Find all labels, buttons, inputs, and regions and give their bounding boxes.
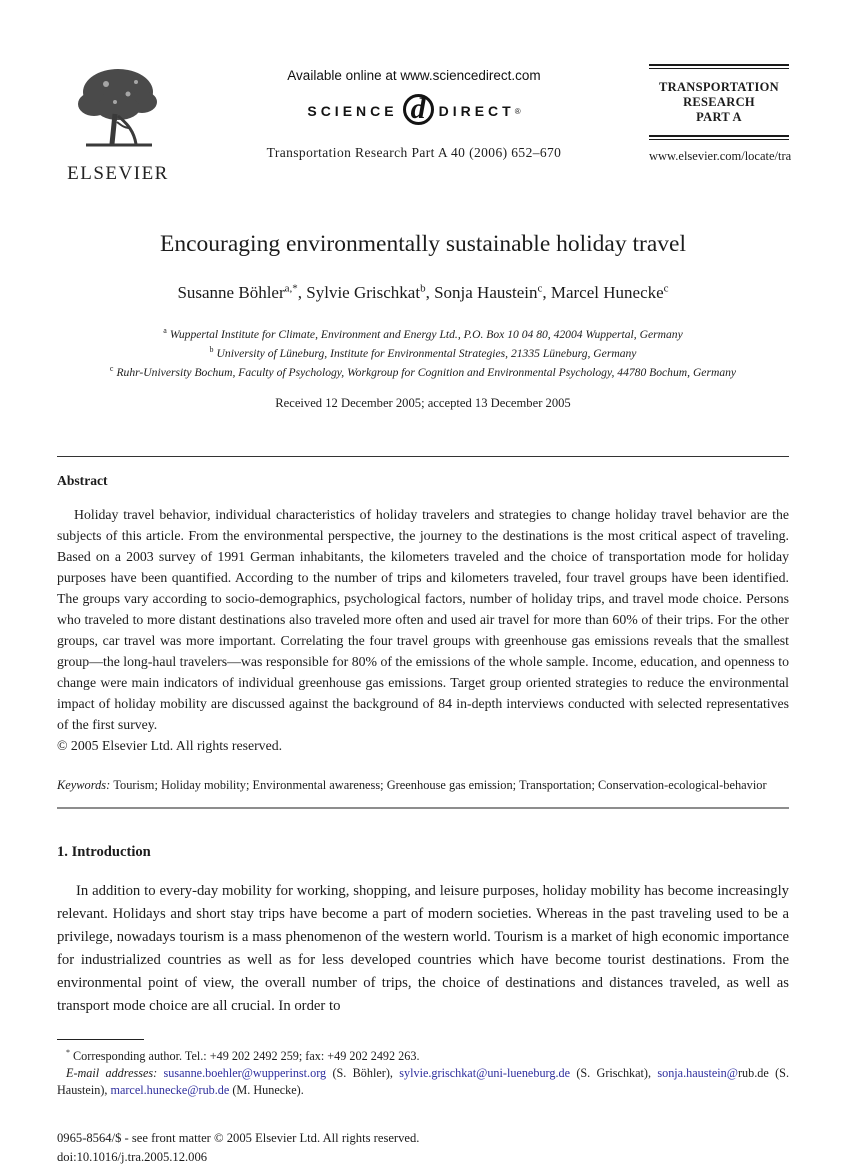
page-title: Encouraging environmentally sustainable holiday travel [160,231,686,257]
author-name: Marcel Hunecke$^c$ [550,282,669,302]
elsevier-wordmark: ELSEVIER [67,163,169,184]
issn-line: 0965-8564/$ - see front matter © 2005 Elsevier Ltd. All rights reserved. [57,1130,420,1145]
email-link[interactable]: sonja.haustein@ [657,1065,738,1080]
email-label: E-mail addresses: [66,1065,164,1080]
email-addresses-note: E-mail addresses: susanne.boehler@wupperinst.org (S. Böhler), sylvie.grischkat@uni-lueneburg.de (S. Grischkat), sonja.haustein@rub.de (S. Haustein), marcel.hunecke@rub.de (M. Hunecke). [57,1065,789,1097]
keywords-line [57,777,789,794]
introduction-heading: 1. Introduction [57,843,151,860]
registered-mark-icon: ® [514,106,521,116]
journal-citation: Transportation Research Part A 40 (2006) 652–670 [266,145,562,160]
keywords-label: Keywords: [57,777,114,792]
imprint-block [57,1129,789,1167]
email-link[interactable]: susanne.boehler@wupperinst.org [163,1065,327,1080]
authors-line [57,282,789,303]
journal-box-line1: TRANSPORTATION [659,80,779,94]
affiliations [57,323,789,381]
sciencedirect-logo[interactable] [179,91,649,131]
footnote-marker: * [66,1047,70,1057]
elsevier-tree-logo-icon [68,143,168,160]
journal-box-top-rule [649,64,789,69]
journal-box-line2: RESEARCH [683,95,755,109]
footnote-rule [57,1039,144,1040]
journal-box-title [649,80,789,125]
corresponding-author-note: * Corresponding author. Tel.: +49 202 2492 259; fax: +49 202 2492 263. [66,1047,420,1063]
sciencedirect-d-icon: d [403,94,434,125]
journal-box [649,64,792,164]
abstract-top-rule [57,456,789,457]
author-name: Sylvie Grischkat$^b$, [306,282,435,302]
available-online-link[interactable]: Available online at www.sciencedirect.com [287,68,541,83]
introduction-paragraph: In addition to every-day mobility for working, shopping, and leisure purposes, holiday mobility has become increasingly relevant. Holidays and short stay trips have become a part of modern societies. Whereas in the past traveling used to be a privilege, nowadays tourism is a mass phenomenon of the western world. Tourism is a market of high economic importance for industrialized countries as well as for less developed countries which have become tourist destinations. From the environmental point of view, the overall number of trips, the choice of destinations and distances traveled, as well as transport mode choice are all crucial. In order to [57,882,789,1014]
page-header [57,64,792,185]
abstract-text: Holiday travel behavior, individual characteristics of holiday travelers and strategies to change holiday travel behavior are the subjects of this article. From the environmental perspective, the journey to the destinations is the most critical aspect of traveling. Based on a 2003 survey of 1991 German inhabitants, the kilometers traveled and the choice of transportation mode for holiday purposes have been quantified. According to the number of trips and kilometers traveled, four travel groups have been identified. The groups vary according to socio-demographics, psychological factors, number of holiday trips, and travel mode choice. Persons who traveled to more distant destinations also traveled more often and used air travel for more than 60% of their trips. For the other groups, car travel was more important. Correlating the four travel groups with greenhouse gas emissions reveals that the smallest group—the long-haul travelers—was responsible for 80% of the emissions of the whole sample. Income, education, and openness to change were main indicators of individual greenhouse gas emissions. Target group oriented strategies to reduce the environmental impact of holiday mobility are discussed against the background of 84 in-depth interviews conducted with selected representatives of the first survey. [57,506,789,732]
sciencedirect-science-text: SCIENCE [307,103,398,119]
doi-line: doi:10.1016/j.tra.2005.12.006 [57,1149,208,1164]
affiliation-line: $^a$ Wuppertal Institute for Climate, Environment and Energy Ltd., P.O. Box 10 04 80, 42004 Wuppertal, Germany [163,325,683,341]
author-name: Susanne Böhler$^{a,*}$, [177,282,307,302]
abstract-heading: Abstract [57,472,108,488]
affiliation-line: $^b$ University of Lüneburg, Institute for Environmental Strategies, 21335 Lüneburg, Germany [209,345,637,360]
header-center [179,64,649,161]
abstract-copyright: © 2005 Elsevier Ltd. All rights reserved. [57,737,283,753]
journal-box-line3: PART A [696,110,742,124]
keywords-list: Tourism; Holiday mobility; Environmental awareness; Greenhouse gas emission; Transportation; Conservation-ecological-behavior [113,777,767,792]
received-dates: Received 12 December 2005; accepted 13 December 2005 [275,395,571,410]
sciencedirect-direct-text: DIRECT [438,103,515,119]
section-divider-rule [57,807,789,809]
elsevier-logo-block [57,64,179,185]
email-link[interactable]: marcel.hunecke@rub.de [110,1082,230,1097]
elsevier-locate-link[interactable]: www.elsevier.com/locate/tra [649,149,792,163]
author-name: Sonja Haustein$^c$, [434,282,551,302]
email-link[interactable]: sylvie.grischkat@uni-lueneburg.de [399,1065,571,1080]
footnote-block [57,1039,789,1099]
affiliation-line: $^c$ Ruhr-University Bochum, Faculty of Psychology, Workgroup for Cognition and Environmental Psychology, 44780 Bochum, Germany [109,364,737,380]
journal-box-bottom-rule [649,135,789,140]
